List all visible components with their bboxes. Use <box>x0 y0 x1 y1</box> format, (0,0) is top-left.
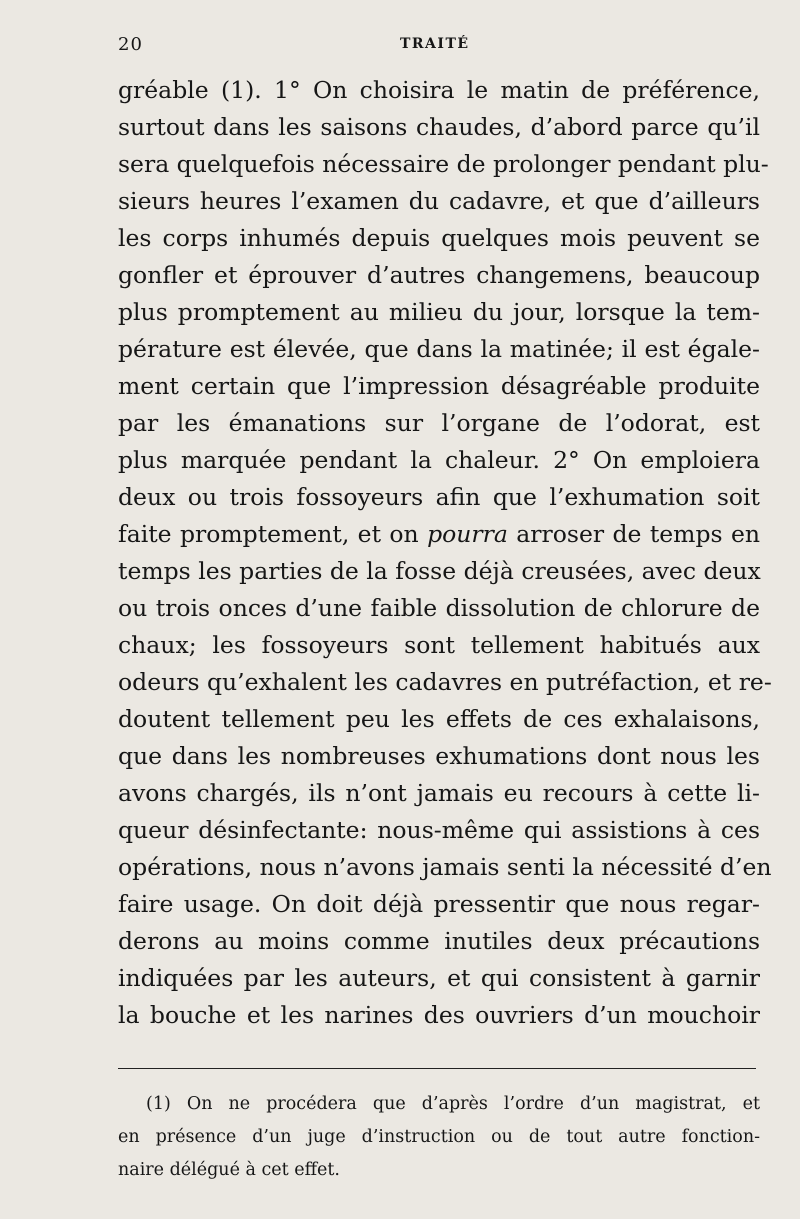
text-line: ou trois onces d’une faible dissolution de chlorure de <box>118 594 760 622</box>
italic-word: pourra <box>427 520 508 548</box>
text-line: par les émanations sur l’organe de l’odorat, est <box>118 409 760 437</box>
footnote-line: en présence d’un juge d’instruction ou de tout autre fonction- <box>118 1127 760 1147</box>
footnote-line: naire délégué à cet effet. <box>118 1160 340 1180</box>
text-line: gonfler et éprouver d’autres changemens, beaucoup <box>118 261 760 289</box>
text-line: surtout dans les saisons chaudes, d’abord parce qu’il <box>118 113 760 141</box>
text-line: sieurs heures l’examen du cadavre, et que d’ailleurs <box>118 187 760 215</box>
running-title: TRAITÉ <box>400 36 470 52</box>
text-line: plus promptement au milieu du jour, lorsque la tem- <box>118 298 760 326</box>
text-line: avons chargés, ils n’ont jamais eu recours à cette li- <box>118 779 760 807</box>
footnote <box>118 1088 760 1187</box>
footnote-divider <box>118 1068 756 1069</box>
text-line: odeurs qu’exhalent les cadavres en putréfaction, et re- <box>118 668 772 696</box>
text-line: les corps inhumés depuis quelques mois peuvent se <box>118 224 760 252</box>
text-line: gréable (1). 1° On choisira le matin de préférence, <box>118 76 760 104</box>
text-line: faire usage. On doit déjà pressentir que nous regar- <box>118 890 760 918</box>
text-segment: arroser de temps en <box>516 520 760 548</box>
text-line: chaux; les fossoyeurs sont tellement habitués aux <box>118 631 760 659</box>
page-number: 20 <box>118 34 143 55</box>
text-line: doutent tellement peu les effets de ces exhalaisons, <box>118 705 760 733</box>
text-line: la bouche et les narines des ouvriers d’un mouchoir <box>118 1001 760 1029</box>
text-line: pérature est élevée, que dans la matinée; il est égale- <box>118 335 760 363</box>
footnote-line: (1) On ne procédera que d’après l’ordre d’un magistrat, et <box>146 1094 760 1114</box>
text-line: que dans les nombreuses exhumations dont nous les <box>118 742 760 770</box>
text-line-with-italic <box>118 516 760 553</box>
text-line: plus marquée pendant la chaleur. 2° On emploiera <box>118 446 760 474</box>
text-line: queur désinfectante: nous-même qui assistions à ces <box>118 816 760 844</box>
text-line: temps les parties de la fosse déjà creusées, avec deux <box>118 557 761 585</box>
text-line: opérations, nous n’avons jamais senti la nécessité d’en <box>118 853 772 881</box>
text-segment: faite promptement, et on <box>118 520 419 548</box>
text-line: ment certain que l’impression désagréable produite <box>118 372 760 400</box>
text-line: sera quelquefois nécessaire de prolonger pendant plu- <box>118 150 769 178</box>
text-line: deux ou trois fossoyeurs afin que l’exhumation soit <box>118 483 760 511</box>
main-text <box>118 72 772 1034</box>
text-line: indiquées par les auteurs, et qui consistent à garnir <box>118 964 760 992</box>
text-line: derons au moins comme inutiles deux précautions <box>118 927 760 955</box>
